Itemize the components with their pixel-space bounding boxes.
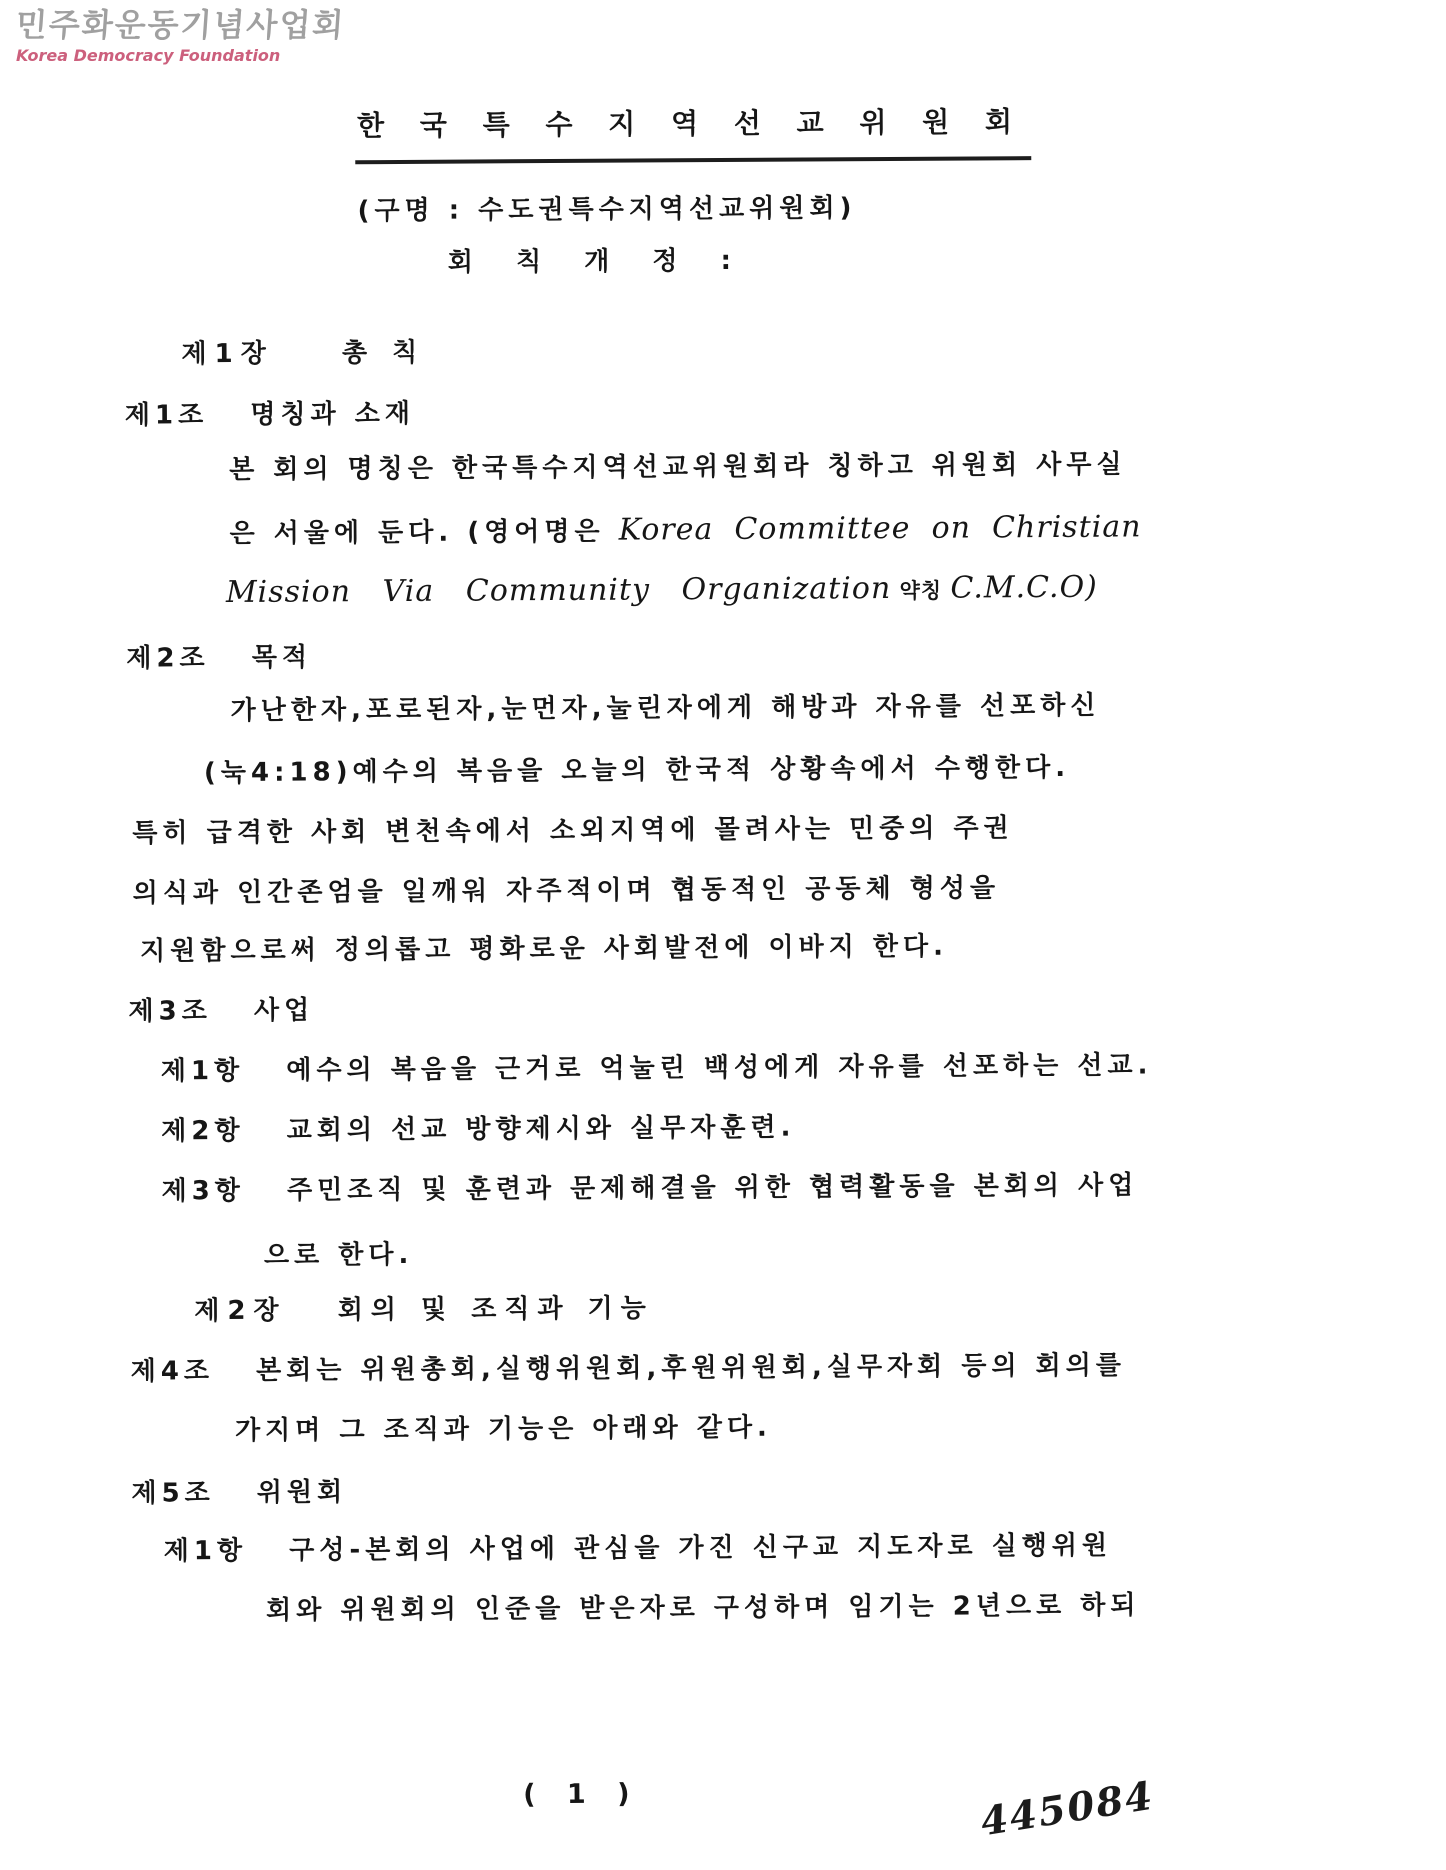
typed-text: 제2조 목적 (126, 642, 313, 674)
document-line (161, 1050, 1153, 1087)
typed-text: 본 회의 명칭은 한국특수지역선교위원회라 칭하고 위원회 사무실 (229, 449, 1127, 486)
document-subtitle: 회 칙 개 정 : (447, 245, 749, 278)
typed-text: 가지며 그 조직과 기능은 아래와 같다. (234, 1412, 772, 1446)
document-line (161, 1113, 795, 1148)
archive-logo-english: Korea Democracy Foundation (16, 46, 281, 66)
typed-text: 제2항 교회의 선교 방향제시와 실무자훈련. (161, 1112, 796, 1147)
archive-logo-korean: 민주화운동기념사업회 (14, 6, 347, 44)
document-line (128, 995, 314, 1027)
document-former-name: (구명 : 수도권특수지역선교위원회) (357, 193, 857, 227)
handwritten-text: Mission Via Community Organization (225, 570, 892, 611)
document-line (264, 1240, 414, 1272)
document-line (231, 691, 1101, 728)
document-line (131, 1351, 1126, 1388)
document-line (181, 338, 425, 371)
typed-text: 제5조 위원회 (131, 1477, 348, 1509)
document-line (194, 1293, 654, 1327)
document-line (131, 1477, 347, 1510)
document-line (125, 399, 415, 432)
typed-text: 제1장 총 칙 (181, 337, 426, 370)
typed-text: 제1조 명칭과 소재 (124, 398, 416, 431)
document-line (140, 932, 948, 968)
typed-text: 제3조 사업 (128, 995, 315, 1027)
typed-text: 회와 위원회의 인준을 받은자로 구성하며 임기는 2년으로 하되 (266, 1590, 1141, 1626)
document-line (132, 813, 1014, 850)
typed-text: 제4조 본회는 위원총회,실행위원회,후원위원회,실무자회 등의 회의를 (130, 1350, 1127, 1387)
typed-text: (눅4:18)예수의 복음을 오늘의 한국적 상황속에서 수행한다. (203, 752, 1071, 789)
document-line (226, 570, 1098, 611)
typed-text: 가난한자,포로된자,눈먼자,눌린자에게 해방과 자유를 선포하신 (230, 690, 1101, 727)
archive-stamp-number: 445084 (977, 1772, 1158, 1846)
document-title: 한 국 특 수 지 역 선 교 위 원 회 (355, 100, 1031, 164)
typed-text: 지원함으로써 정의롭고 평화로운 사회발전에 이바지 한다. (139, 931, 949, 967)
document-line (266, 1590, 1141, 1627)
typed-text: 제3항 주민조직 및 훈련과 문제해결을 위한 협력활동을 본회의 사업 (161, 1170, 1139, 1207)
typed-text: 제1항 구성-본회의 사업에 관심을 가진 신구교 지도자로 실행위원 (163, 1530, 1113, 1567)
typed-text: 제1항 예수의 복음을 근거로 억눌린 백성에게 자유를 선포하는 선교. (160, 1050, 1153, 1087)
typed-text: 제2장 회의 및 조직과 기능 (194, 1293, 654, 1327)
typed-text: 특히 급격한 사회 변천속에서 소외지역에 몰려사는 민중의 주권 (132, 813, 1014, 849)
document-line (126, 643, 312, 675)
typed-text: 은 서울에 둔다. (영어명은 (229, 516, 619, 550)
handwritten-text: Korea Committee on Christian (618, 509, 1142, 548)
document-line (164, 1531, 1113, 1568)
document-line (161, 1170, 1138, 1207)
document-line (235, 1413, 772, 1447)
document-line (204, 753, 1070, 789)
typed-text: 으로 한다. (263, 1239, 414, 1271)
document-line (229, 509, 1141, 551)
handwritten-text: C.M.C.O) (950, 569, 1098, 606)
typed-text: 약칭 (891, 578, 951, 603)
document-line (133, 873, 1001, 909)
typed-text: 의식과 인간존엄을 일깨워 자주적이며 협동적인 공동체 형성을 (132, 873, 1001, 909)
document-line (229, 450, 1127, 487)
page-number: ( 1 ) (523, 1778, 641, 1811)
